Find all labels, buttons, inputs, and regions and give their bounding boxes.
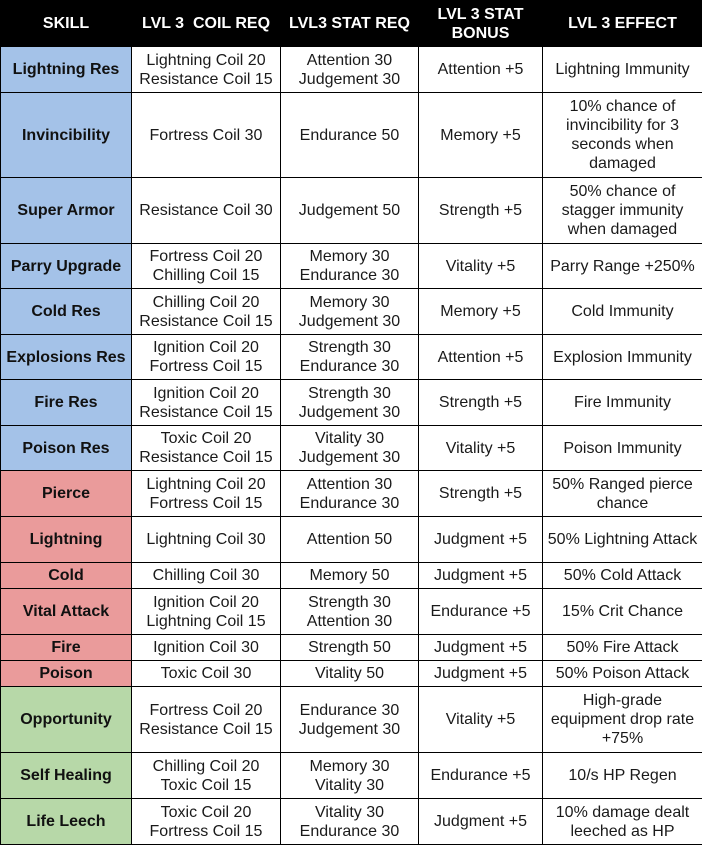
skill-row (1, 563, 702, 589)
stat-req-line: Attention 30 (284, 612, 415, 631)
coil-req-cell (132, 335, 281, 380)
coil-req-line: Ignition Coil 20 (135, 384, 277, 403)
skill-name-cell: Poison (1, 661, 132, 687)
effect-cell: Cold Immunity (543, 289, 702, 335)
skill-row (1, 661, 702, 687)
skill-row (1, 517, 702, 563)
stat-bonus-cell: Judgment +5 (419, 661, 543, 687)
stat-req-line: Attention 30 (284, 475, 415, 494)
coil-req-line: Resistance Coil 15 (135, 70, 277, 89)
coil-req-cell (132, 426, 281, 471)
skill-name-cell: Pierce (1, 471, 132, 517)
coil-req-line: Resistance Coil 15 (135, 312, 277, 331)
stat-bonus-cell: Judgment +5 (419, 563, 543, 589)
coil-req-line: Fortress Coil 15 (135, 494, 277, 513)
skill-row (1, 93, 702, 178)
skill-name-cell: Opportunity (1, 687, 132, 753)
coil-req-line: Lightning Coil 20 (135, 475, 277, 494)
skill-row (1, 799, 702, 845)
skill-row (1, 380, 702, 426)
effect-cell: Poison Immunity (543, 426, 702, 471)
effect-cell: 50% chance of stagger immunity when damaged (543, 178, 702, 244)
stat-req-line: Memory 30 (284, 757, 415, 776)
stat-req-cell (281, 753, 419, 799)
coil-req-line: Toxic Coil 20 (135, 429, 277, 448)
skill-row (1, 687, 702, 753)
stat-req-line: Endurance 30 (284, 701, 415, 720)
stat-bonus-cell: Memory +5 (419, 289, 543, 335)
skill-row (1, 426, 702, 471)
skills-body (1, 47, 702, 845)
coil-req-line: Lightning Coil 20 (135, 51, 277, 70)
skill-name-cell: Vital Attack (1, 589, 132, 635)
coil-req-line: Chilling Coil 20 (135, 293, 277, 312)
skill-name-cell: Lightning (1, 517, 132, 563)
skill-row (1, 635, 702, 661)
coil-req-cell (132, 563, 281, 589)
stat-req-cell (281, 589, 419, 635)
stat-bonus-cell: Vitality +5 (419, 426, 543, 471)
stat-req-cell (281, 799, 419, 845)
stat-req-cell (281, 244, 419, 289)
coil-req-line: Chilling Coil 15 (135, 266, 277, 285)
stat-req-line: Endurance 30 (284, 494, 415, 513)
stat-req-line: Judgement 30 (284, 403, 415, 422)
stat-req-cell (281, 635, 419, 661)
header-effect: LVL 3 EFFECT (543, 1, 702, 47)
effect-cell: 15% Crit Chance (543, 589, 702, 635)
coil-req-line: Lightning Coil 15 (135, 612, 277, 631)
coil-req-line: Toxic Coil 30 (135, 664, 277, 683)
effect-cell: 50% Lightning Attack (543, 517, 702, 563)
coil-req-line: Ignition Coil 20 (135, 338, 277, 357)
stat-req-cell (281, 93, 419, 178)
skill-row (1, 589, 702, 635)
stat-req-line: Judgement 30 (284, 720, 415, 739)
coil-req-cell (132, 635, 281, 661)
stat-bonus-cell: Judgment +5 (419, 635, 543, 661)
header-skill: SKILL (1, 1, 132, 47)
stat-bonus-cell: Vitality +5 (419, 687, 543, 753)
skill-name-cell: Poison Res (1, 426, 132, 471)
stat-req-cell (281, 563, 419, 589)
skill-name-cell: Fire (1, 635, 132, 661)
stat-bonus-cell: Attention +5 (419, 335, 543, 380)
stat-req-cell (281, 47, 419, 93)
effect-cell: 50% Fire Attack (543, 635, 702, 661)
stat-req-line: Judgement 30 (284, 448, 415, 467)
header-stat-bonus: LVL 3 STAT BONUS (419, 1, 543, 47)
coil-req-cell (132, 47, 281, 93)
stat-req-line: Strength 30 (284, 593, 415, 612)
effect-cell: 50% Poison Attack (543, 661, 702, 687)
coil-req-cell (132, 661, 281, 687)
skill-name-cell: Parry Upgrade (1, 244, 132, 289)
coil-req-line: Toxic Coil 20 (135, 803, 277, 822)
coil-req-cell (132, 517, 281, 563)
stat-bonus-cell: Judgment +5 (419, 799, 543, 845)
stat-req-cell (281, 426, 419, 471)
stat-req-line: Memory 30 (284, 293, 415, 312)
skill-row (1, 244, 702, 289)
stat-bonus-cell: Vitality +5 (419, 244, 543, 289)
coil-req-line: Resistance Coil 30 (135, 201, 277, 220)
stat-req-cell (281, 178, 419, 244)
effect-cell: Fire Immunity (543, 380, 702, 426)
stat-req-line: Vitality 30 (284, 776, 415, 795)
stat-req-line: Endurance 50 (284, 126, 415, 145)
stat-req-cell (281, 380, 419, 426)
stat-req-cell (281, 471, 419, 517)
skill-name-cell: Cold Res (1, 289, 132, 335)
stat-bonus-cell: Attention +5 (419, 47, 543, 93)
skill-row (1, 47, 702, 93)
header-row (1, 1, 702, 47)
coil-req-cell (132, 799, 281, 845)
skill-name-cell: Invincibility (1, 93, 132, 178)
skill-row (1, 753, 702, 799)
stat-req-cell (281, 289, 419, 335)
stat-bonus-cell: Judgment +5 (419, 517, 543, 563)
stat-req-line: Attention 30 (284, 51, 415, 70)
skill-row (1, 289, 702, 335)
stat-bonus-cell: Endurance +5 (419, 753, 543, 799)
coil-req-cell (132, 471, 281, 517)
header-coil-req: LVL 3 COIL REQ (132, 1, 281, 47)
skill-name-cell: Super Armor (1, 178, 132, 244)
coil-req-line: Fortress Coil 20 (135, 701, 277, 720)
coil-req-cell (132, 93, 281, 178)
coil-req-line: Lightning Coil 30 (135, 530, 277, 549)
coil-req-cell (132, 244, 281, 289)
stat-req-line: Memory 30 (284, 247, 415, 266)
effect-cell: 50% Ranged pierce chance (543, 471, 702, 517)
stat-req-line: Memory 50 (284, 566, 415, 585)
coil-req-line: Fortress Coil 20 (135, 247, 277, 266)
stat-bonus-cell: Strength +5 (419, 178, 543, 244)
stat-req-line: Judgement 30 (284, 312, 415, 331)
coil-req-line: Fortress Coil 30 (135, 126, 277, 145)
stat-req-line: Endurance 30 (284, 266, 415, 285)
stat-req-line: Judgement 50 (284, 201, 415, 220)
stat-req-line: Endurance 30 (284, 357, 415, 376)
stat-req-line: Strength 50 (284, 638, 415, 657)
stat-req-cell (281, 661, 419, 687)
coil-req-cell (132, 753, 281, 799)
stat-req-line: Vitality 50 (284, 664, 415, 683)
effect-cell: Explosion Immunity (543, 335, 702, 380)
skill-row (1, 335, 702, 380)
coil-req-line: Resistance Coil 15 (135, 448, 277, 467)
coil-req-cell (132, 589, 281, 635)
skill-name-cell: Self Healing (1, 753, 132, 799)
effect-cell: Lightning Immunity (543, 47, 702, 93)
coil-req-line: Fortress Coil 15 (135, 822, 277, 841)
stat-req-cell (281, 335, 419, 380)
coil-req-cell (132, 178, 281, 244)
coil-req-line: Ignition Coil 30 (135, 638, 277, 657)
skill-row (1, 178, 702, 244)
stat-req-line: Strength 30 (284, 338, 415, 357)
stat-req-cell (281, 517, 419, 563)
coil-req-line: Chilling Coil 20 (135, 757, 277, 776)
effect-cell: 10% damage dealt leeched as HP (543, 799, 702, 845)
effect-cell: High-grade equipment drop rate +75% (543, 687, 702, 753)
coil-req-line: Fortress Coil 15 (135, 357, 277, 376)
header-stat-req: LVL3 STAT REQ (281, 1, 419, 47)
coil-req-line: Resistance Coil 15 (135, 720, 277, 739)
stat-bonus-cell: Memory +5 (419, 93, 543, 178)
skill-name-cell: Lightning Res (1, 47, 132, 93)
effect-cell: 10% chance of invincibility for 3 seconds when damaged (543, 93, 702, 178)
skill-row (1, 471, 702, 517)
stat-req-line: Judgement 30 (284, 70, 415, 89)
coil-req-cell (132, 380, 281, 426)
stat-req-line: Vitality 30 (284, 803, 415, 822)
stat-req-line: Strength 30 (284, 384, 415, 403)
stat-bonus-cell: Strength +5 (419, 380, 543, 426)
coil-req-cell (132, 289, 281, 335)
stat-req-cell (281, 687, 419, 753)
stat-req-line: Vitality 30 (284, 429, 415, 448)
skill-name-cell: Fire Res (1, 380, 132, 426)
coil-req-cell (132, 687, 281, 753)
stat-req-line: Endurance 30 (284, 822, 415, 841)
skill-name-cell: Life Leech (1, 799, 132, 845)
coil-req-line: Resistance Coil 15 (135, 403, 277, 422)
coil-req-line: Toxic Coil 15 (135, 776, 277, 795)
stat-req-line: Attention 50 (284, 530, 415, 549)
effect-cell: 10/s HP Regen (543, 753, 702, 799)
skill-name-cell: Explosions Res (1, 335, 132, 380)
stat-bonus-cell: Strength +5 (419, 471, 543, 517)
skill-name-cell: Cold (1, 563, 132, 589)
coil-req-line: Ignition Coil 20 (135, 593, 277, 612)
stat-bonus-cell: Endurance +5 (419, 589, 543, 635)
effect-cell: 50% Cold Attack (543, 563, 702, 589)
coil-req-line: Chilling Coil 30 (135, 566, 277, 585)
effect-cell: Parry Range +250% (543, 244, 702, 289)
